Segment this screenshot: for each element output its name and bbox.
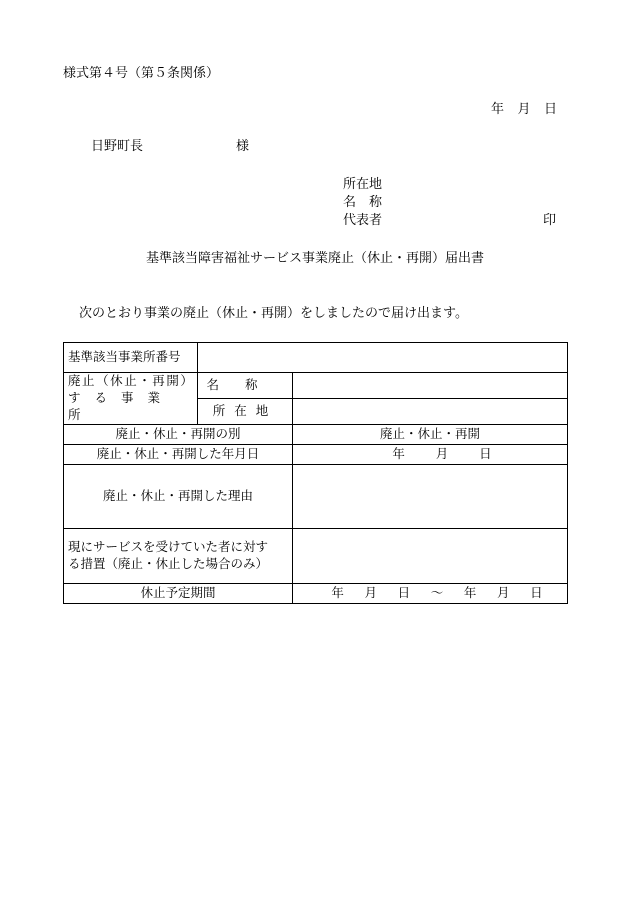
office-name-field[interactable] [293, 373, 568, 399]
measures-label-cell [64, 528, 293, 583]
document-title: 基準該当障害福祉サービス事業廃止（休止・再開）届出書 [145, 251, 484, 266]
office-label-line1: 廃 止 （ 休 止 ・ 再 開 ） [68, 373, 193, 388]
period-field[interactable] [293, 583, 568, 603]
period-day-end: 日 [530, 584, 543, 600]
office-number-field[interactable] [198, 343, 568, 373]
row-measures [64, 528, 568, 583]
date-line [491, 103, 557, 116]
date-day: 日 [543, 102, 557, 117]
measures-field[interactable] [293, 528, 568, 583]
table-date-day: 日 [479, 445, 492, 461]
office-address-label: 所在地 [198, 398, 293, 424]
date-field[interactable] [293, 444, 568, 464]
table-date-month: 月 [435, 445, 449, 461]
row-office-name [64, 373, 568, 399]
office-number-label: 基準該当事業所番号 [64, 343, 198, 373]
reason-label: 廃止・休止・再開した理由 [64, 464, 293, 528]
notification-table [63, 342, 568, 604]
applicant-name-label: 名 称 [343, 195, 383, 210]
period-tilde: ～ [430, 584, 444, 600]
applicant-representative-label: 代表者 [343, 213, 383, 228]
row-reason [64, 464, 568, 528]
office-label-cell [64, 373, 198, 425]
row-type [64, 424, 568, 444]
measures-label-line2: る措置（廃止・休止した場合のみ） [68, 555, 269, 571]
period-month-start: 月 [364, 584, 377, 600]
measures-label-line1: 現にサービスを受けていた者に対す [68, 538, 269, 554]
period-year-end: 年 [463, 584, 477, 600]
row-office-number [64, 343, 568, 373]
type-label: 廃止・休止・再開の別 [64, 424, 293, 444]
row-period [64, 583, 568, 603]
period-year-start: 年 [331, 584, 344, 600]
intro-text: 次のとおり事業の廃止（休止・再開）をしましたので届け出ます。 [79, 306, 468, 321]
addressee-honorific: 様 [236, 139, 250, 154]
period-label: 休止予定期間 [64, 583, 293, 603]
date-month: 月 [517, 102, 531, 117]
row-date [64, 444, 568, 464]
date-label: 廃止・休止・再開した年月日 [64, 444, 293, 464]
office-label-line2: する事業所 [68, 389, 175, 422]
period-day-start: 日 [397, 584, 411, 600]
office-name-label: 名称 [198, 373, 293, 399]
office-address-field[interactable] [293, 398, 568, 424]
table-date-year: 年 [392, 445, 405, 461]
seal-mark: 印 [543, 213, 557, 228]
reason-field[interactable] [293, 464, 568, 528]
period-month-end: 月 [497, 584, 510, 600]
applicant-location-label: 所在地 [343, 177, 383, 192]
date-year: 年 [491, 102, 505, 117]
form-number-label: 様式第４号（第５条関係） [63, 66, 220, 81]
addressee-name: 日野町長 [91, 139, 144, 154]
type-options[interactable]: 廃止・休止・再開 [293, 424, 568, 444]
